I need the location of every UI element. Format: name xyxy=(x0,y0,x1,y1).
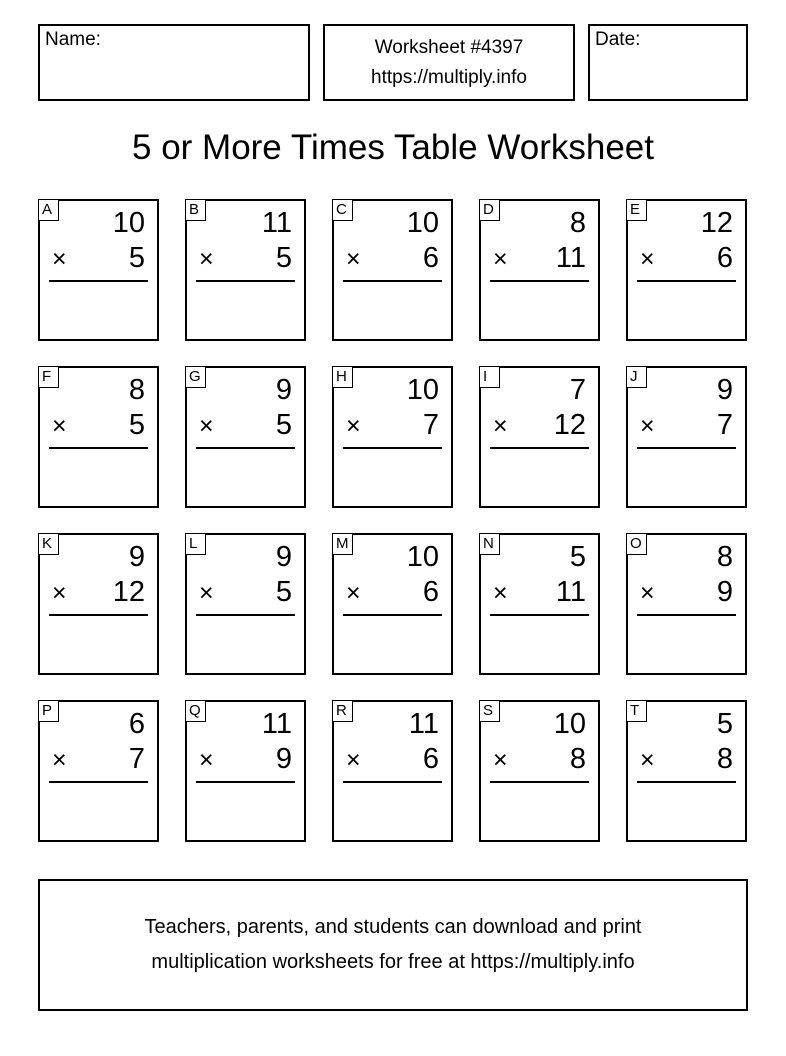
problem-card[interactable] xyxy=(185,533,306,675)
times-sign: × xyxy=(493,579,508,607)
problem-card[interactable] xyxy=(332,533,453,675)
worksheet-id-box xyxy=(323,24,575,101)
problem-card[interactable] xyxy=(38,366,159,508)
multiplicand: 11 xyxy=(408,708,439,740)
times-sign: × xyxy=(199,579,214,607)
multiplicand: 9 xyxy=(275,374,292,406)
multiplicand: 11 xyxy=(261,207,292,239)
problem-card[interactable] xyxy=(185,366,306,508)
multiplicand: 5 xyxy=(569,541,586,573)
problem-letter: R xyxy=(332,700,353,722)
problem-card[interactable] xyxy=(38,700,159,842)
problem-card[interactable] xyxy=(626,199,747,341)
answer-line xyxy=(343,614,442,616)
times-sign: × xyxy=(346,579,361,607)
multiplicand: 5 xyxy=(716,708,733,740)
answer-line xyxy=(49,781,148,783)
problem-letter: M xyxy=(332,533,353,555)
page-title: 5 or More Times Table Worksheet xyxy=(132,128,654,167)
times-sign: × xyxy=(346,245,361,273)
multiplier: 8 xyxy=(569,743,586,775)
problem-card[interactable] xyxy=(479,366,600,508)
multiplier: 7 xyxy=(716,409,733,441)
problem-letter: A xyxy=(38,199,59,221)
multiplier: 5 xyxy=(275,242,292,274)
answer-line xyxy=(343,447,442,449)
answer-line xyxy=(49,280,148,282)
problem-letter: H xyxy=(332,366,353,388)
problem-card[interactable] xyxy=(185,199,306,341)
multiplier: 12 xyxy=(553,409,586,441)
multiplicand: 12 xyxy=(700,207,733,239)
multiplier: 5 xyxy=(128,242,145,274)
answer-line xyxy=(343,280,442,282)
multiplicand: 10 xyxy=(112,207,145,239)
multiplier: 8 xyxy=(716,743,733,775)
multiplicand: 10 xyxy=(406,374,439,406)
answer-line xyxy=(49,614,148,616)
multiplicand: 7 xyxy=(569,374,586,406)
answer-line xyxy=(196,280,295,282)
problem-letter: G xyxy=(185,366,206,388)
footer-box xyxy=(38,879,748,1011)
date-label: Date: xyxy=(595,29,641,50)
problem-card[interactable] xyxy=(479,533,600,675)
multiplier: 5 xyxy=(275,576,292,608)
problem-card[interactable] xyxy=(185,700,306,842)
problem-letter: T xyxy=(626,700,647,722)
multiplier: 12 xyxy=(112,576,145,608)
problem-card[interactable] xyxy=(479,700,600,842)
multiplier: 7 xyxy=(128,743,145,775)
problem-card[interactable] xyxy=(38,533,159,675)
problem-letter: D xyxy=(479,199,500,221)
times-sign: × xyxy=(346,412,361,440)
answer-line xyxy=(490,781,589,783)
times-sign: × xyxy=(199,746,214,774)
answer-line xyxy=(49,447,148,449)
answer-line xyxy=(490,614,589,616)
problem-card[interactable] xyxy=(38,199,159,341)
times-sign: × xyxy=(640,579,655,607)
multiplier: 5 xyxy=(275,409,292,441)
problem-letter: O xyxy=(626,533,647,555)
multiplicand: 11 xyxy=(261,708,292,740)
multiplicand: 10 xyxy=(406,541,439,573)
multiplier: 6 xyxy=(422,242,439,274)
answer-line xyxy=(637,614,736,616)
answer-line xyxy=(637,280,736,282)
multiplier: 5 xyxy=(128,409,145,441)
answer-line xyxy=(637,781,736,783)
name-label: Name: xyxy=(45,29,101,50)
times-sign: × xyxy=(493,746,508,774)
multiplicand: 10 xyxy=(406,207,439,239)
problem-letter: J xyxy=(626,366,647,388)
answer-line xyxy=(196,447,295,449)
multiplier: 6 xyxy=(716,242,733,274)
multiplier: 11 xyxy=(555,576,586,608)
problem-card[interactable] xyxy=(626,700,747,842)
times-sign: × xyxy=(199,412,214,440)
problem-card[interactable] xyxy=(332,366,453,508)
problem-letter: P xyxy=(38,700,59,722)
times-sign: × xyxy=(640,245,655,273)
problem-card[interactable] xyxy=(479,199,600,341)
multiplier: 6 xyxy=(422,743,439,775)
problem-letter: Q xyxy=(185,700,206,722)
problem-letter: I xyxy=(479,366,500,388)
problem-card[interactable] xyxy=(626,366,747,508)
multiplicand: 9 xyxy=(128,541,145,573)
multiplier: 9 xyxy=(275,743,292,775)
problem-letter: L xyxy=(185,533,206,555)
footer-line-1: Teachers, parents, and students can download and print xyxy=(144,916,642,938)
date-field-box[interactable] xyxy=(588,24,748,101)
times-sign: × xyxy=(640,746,655,774)
multiplier: 6 xyxy=(422,576,439,608)
multiplicand: 9 xyxy=(275,541,292,573)
times-sign: × xyxy=(493,412,508,440)
times-sign: × xyxy=(52,245,67,273)
problem-card[interactable] xyxy=(626,533,747,675)
answer-line xyxy=(490,280,589,282)
problem-letter: S xyxy=(479,700,500,722)
multiplicand: 8 xyxy=(569,207,586,239)
times-sign: × xyxy=(493,245,508,273)
problem-letter: C xyxy=(332,199,353,221)
multiplicand: 8 xyxy=(128,374,145,406)
times-sign: × xyxy=(346,746,361,774)
multiplicand: 9 xyxy=(716,374,733,406)
problem-letter: N xyxy=(479,533,500,555)
answer-line xyxy=(196,781,295,783)
problem-letter: E xyxy=(626,199,647,221)
multiplier: 9 xyxy=(716,576,733,608)
multiplicand: 10 xyxy=(553,708,586,740)
problem-letter: F xyxy=(38,366,59,388)
times-sign: × xyxy=(199,245,214,273)
answer-line xyxy=(490,447,589,449)
name-field-box[interactable] xyxy=(38,24,310,101)
answer-line xyxy=(196,614,295,616)
times-sign: × xyxy=(640,412,655,440)
footer-line-2: multiplication worksheets for free at https://multiply.info xyxy=(151,951,635,973)
problem-letter: B xyxy=(185,199,206,221)
answer-line xyxy=(637,447,736,449)
problem-card[interactable] xyxy=(332,199,453,341)
multiplicand: 6 xyxy=(128,708,145,740)
problem-card[interactable] xyxy=(332,700,453,842)
times-sign: × xyxy=(52,412,67,440)
worksheet-id: Worksheet #4397 xyxy=(374,37,524,58)
worksheet-url: https://multiply.info xyxy=(371,67,527,88)
multiplicand: 8 xyxy=(716,541,733,573)
problem-letter: K xyxy=(38,533,59,555)
times-sign: × xyxy=(52,746,67,774)
multiplier: 7 xyxy=(422,409,439,441)
multiplier: 11 xyxy=(555,242,586,274)
answer-line xyxy=(343,781,442,783)
times-sign: × xyxy=(52,579,67,607)
